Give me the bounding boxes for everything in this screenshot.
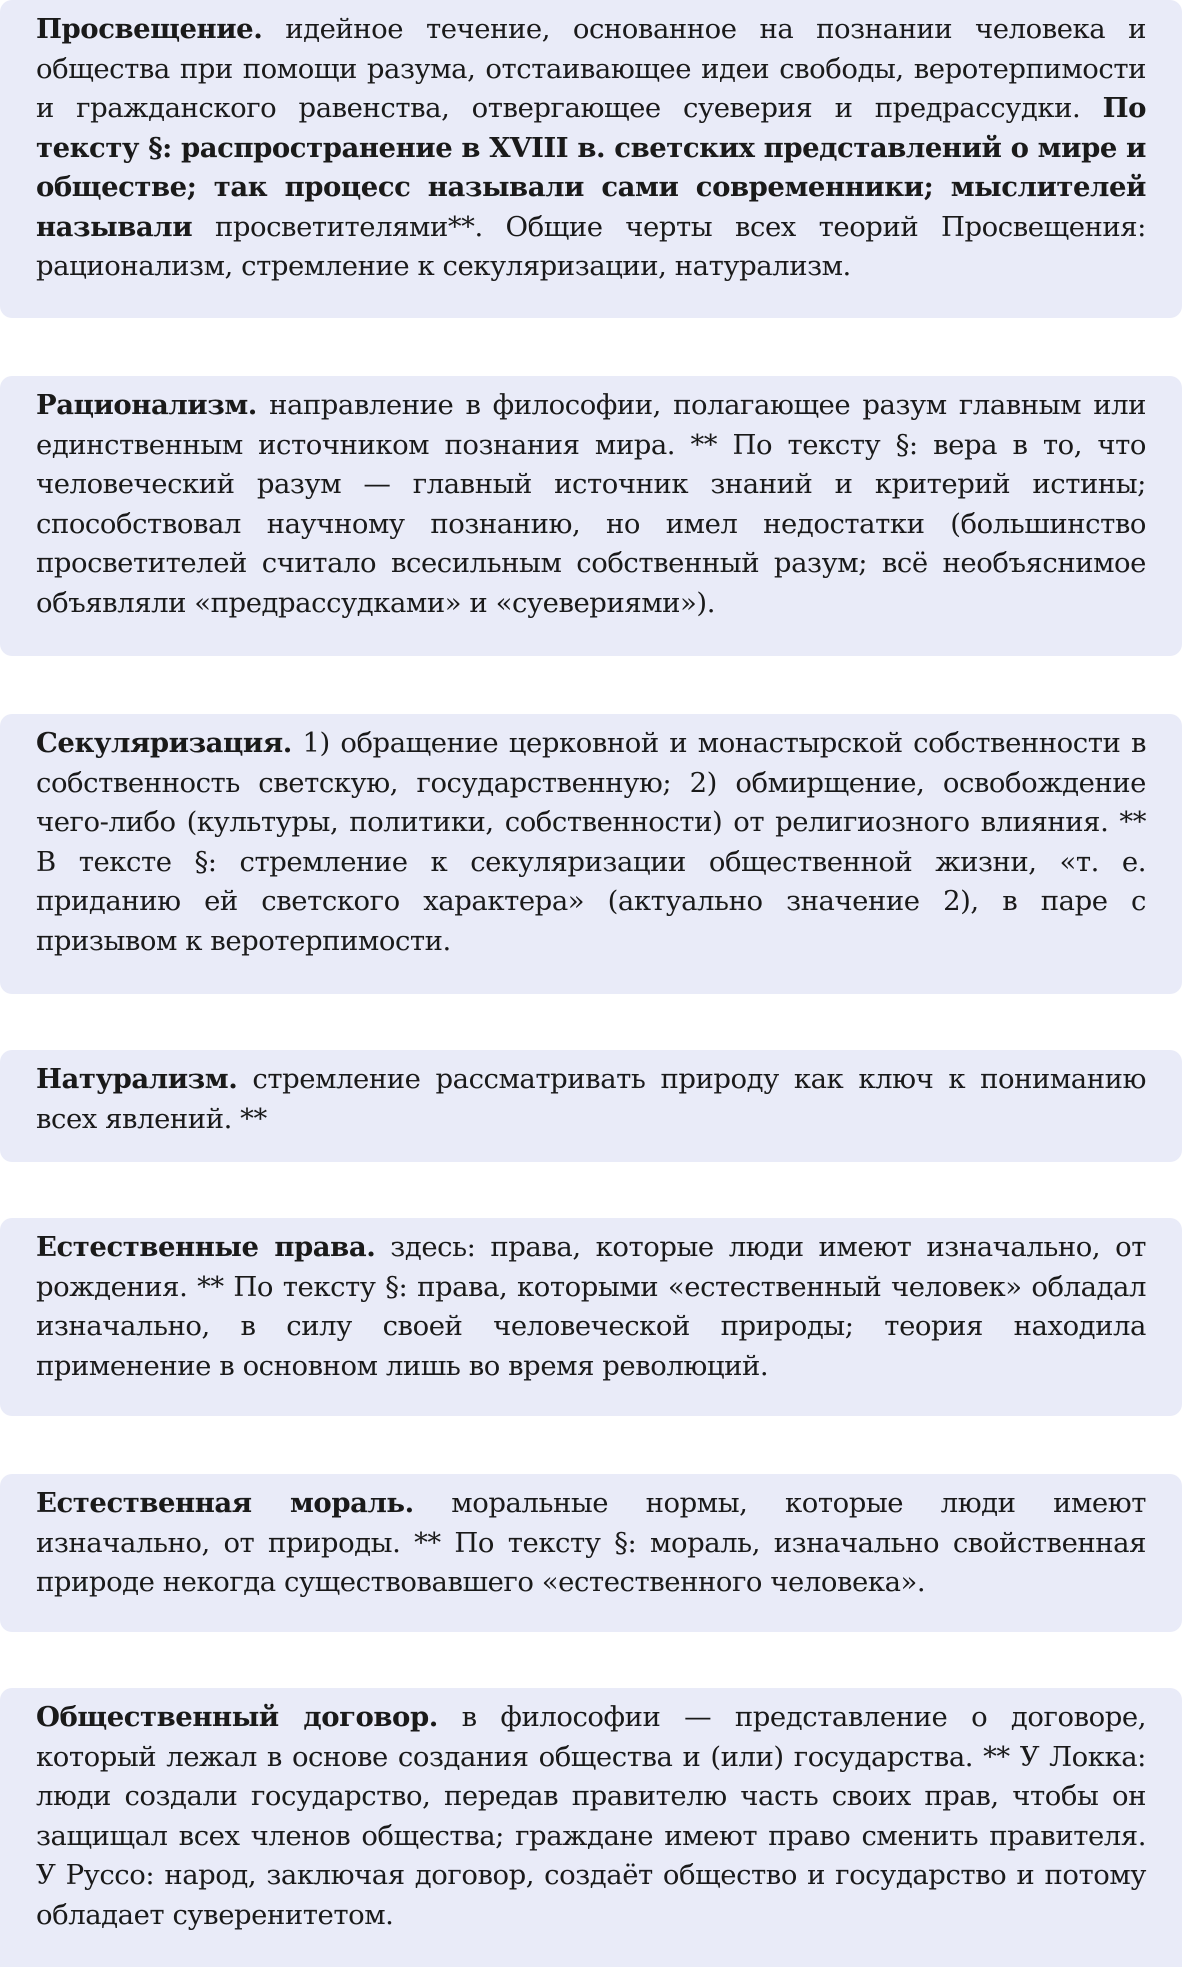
entry-rationalism: [0, 376, 1182, 656]
definition-text: 1) обращение церковной и монастырской собственности в собственность светскую, государственную; 2) обмирщение, освобождение чего-либо (культуры, политики, собственности) от религиозного влияния. ** В тексте §: стремление к секуляризации общественной жизни, «т. е. приданию ей светского характера» (актуально значение 2), в паре с призывом к веротерпимости.: [36, 727, 1146, 957]
entry-paragraph: [36, 386, 1146, 623]
definition-bold-text: По тексту §: распространение в XVIII в. светских представлений о мире и обществе; так процесс называли сами современники; мыслителей называли: [36, 92, 1146, 243]
entry-paragraph: [36, 1698, 1146, 1935]
definition-text: идейное течение, основанное на познании человека и общества при помощи разума, отстаивающее идеи свободы, веротерпимости и гражданского равенства, отвергающее суеверия и предрассудки.: [36, 13, 1146, 124]
definition-text: моральные нормы, которые люди имеют изначально, от природы. ** По тексту §: мораль, изначально свойственная природе некогда существовавшего «естественного человека».: [36, 1487, 1146, 1598]
term-natural-morality: Естественная мораль.: [36, 1487, 414, 1519]
term-secularization: Секуляризация.: [36, 727, 292, 759]
entry-paragraph: [36, 1060, 1146, 1139]
entry-social-contract: [0, 1688, 1182, 1967]
term-rationalism: Рационализм.: [36, 389, 257, 421]
entry-naturalism: [0, 1050, 1182, 1162]
entry-secularization: [0, 714, 1182, 994]
term-naturalism: Натурализм.: [36, 1063, 238, 1095]
term-social-contract: Общественный договор.: [36, 1701, 438, 1733]
term-natural-rights: Естественные права.: [36, 1231, 376, 1263]
entry-paragraph: [36, 724, 1146, 961]
entry-natural-rights: [0, 1218, 1182, 1416]
definition-text: стремление рассматривать природу как ключ к пониманию всех явлений. **: [36, 1063, 1146, 1135]
definition-tail-text: просветителями**. Общие черты всех теорий Просвещения: рационализм, стремление к секуляризации, натурализм.: [36, 210, 1146, 282]
definition-text: направление в философии, полагающее разум главным или единственным источником познания мира. ** По тексту §: вера в то, что человеческий разум — главный источник знаний и критерий истины; способствовал научному познанию, но имел недостатки (большинство просветителей считало всесильным собственный разум; всё необъяснимое объявляли «предрассудками» и «суевериями»).: [36, 389, 1146, 619]
entry-paragraph: [36, 1484, 1146, 1603]
definition-text: здесь: права, которые люди имеют изначально, от рождения. ** По тексту §: права, которыми «естественный человек» обладал изначально, в силу своей человеческой природы; теория находила применение в основном лишь во время революций.: [36, 1231, 1146, 1382]
entry-paragraph: [36, 10, 1146, 287]
entry-natural-morality: [0, 1474, 1182, 1632]
entry-paragraph: [36, 1228, 1146, 1386]
term-enlightenment: Просвещение.: [36, 13, 263, 45]
definition-text: в философии — представление о договоре, который лежал в основе создания общества и (или) государства. ** У Локка: люди создали государство, передав правителю часть своих прав, чтобы он защищал всех членов общества; граждане имеют право сменить правителя. У Руссо: народ, заключая договор, создаёт общество и государство и потому обладает суверенитетом.: [36, 1701, 1146, 1931]
entry-enlightenment: [0, 0, 1182, 318]
